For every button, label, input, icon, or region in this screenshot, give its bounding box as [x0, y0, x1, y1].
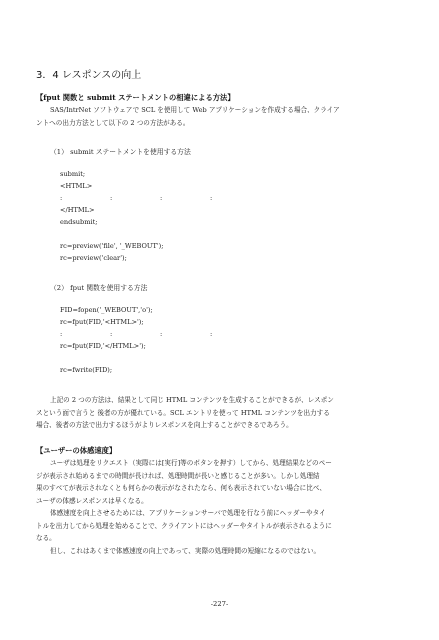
- ellipsis-colon: :: [160, 330, 163, 338]
- perceived-speed-title: 【ユーザーの体感速度】: [36, 446, 117, 455]
- code-line: [60, 352, 260, 364]
- code-line: </HTML>: [60, 206, 95, 214]
- ellipsis-colon: :: [160, 194, 163, 202]
- method1-label: （1） submit ステートメントを使用する方法: [50, 148, 191, 156]
- code-line: rc=preview('file', '_WEBOUT');: [60, 242, 164, 250]
- perceived-speed-paragraph: [36, 457, 398, 557]
- paragraph-line: 但し、これはあくまで体感速度の向上であって、実際の処理時間の短縮になるのではない。: [50, 546, 321, 555]
- intro-line: SAS/IntrNet ソフトウェアで SCL を使用して Web アプリケーションを作成する場合、クライア: [50, 106, 340, 114]
- paragraph-line: ユーザは処理をリクエスト（実際には[実行]等のボタンを押す）してから、処理結果などのペー: [50, 459, 332, 467]
- method2-code-block: [60, 304, 260, 376]
- intro-paragraph: [36, 104, 398, 129]
- paragraph-line: トルを出力してから処理を始めることで、クライアントにはヘッダーやタイトルが表示されるように: [36, 521, 332, 530]
- method2-label: （2） fput 関数を使用する方法: [50, 284, 148, 292]
- paragraph-line: 果のすべてが表示されなくとも何らかの表示がなされたなら、何も表示されていない場合に比べ、: [36, 484, 326, 492]
- summary-line: 場合、後者の方法で出力するほうがよりレスポンスを向上することができるであろう。: [36, 421, 293, 429]
- code-line: FID=fopen('_WEBOUT','o');: [60, 306, 153, 314]
- ellipsis-colon: :: [210, 194, 213, 202]
- paragraph-line: なる。: [36, 534, 56, 542]
- code-line: endsubmit;: [60, 218, 98, 226]
- code-line: <HTML>: [60, 182, 93, 190]
- ellipsis-row: [60, 192, 260, 204]
- ellipsis-colon: :: [110, 330, 113, 338]
- code-line: rc=preview('clear');: [60, 254, 127, 262]
- code-line: rc=fput(FID,'<HTML>');: [60, 318, 144, 326]
- summary-line: スという面で言うと 後者の方が優れている。SCL エントリを使って HTML コンテンツを出力する: [36, 408, 330, 417]
- ellipsis-row: [60, 328, 260, 340]
- ellipsis-colon: :: [60, 194, 63, 202]
- summary-line: 上記の 2 つの方法は、結果として同じ HTML コンテンツを生成することができるが、レスポン: [50, 396, 334, 404]
- section-heading: 3．4 レスポンスの向上: [36, 70, 142, 81]
- ellipsis-colon: :: [60, 330, 63, 338]
- code-line: submit;: [60, 170, 86, 178]
- ellipsis-colon: :: [210, 330, 213, 338]
- code-line: rc=fwrite(FID);: [60, 366, 113, 374]
- paragraph-line: 体感速度を向上させるためには、アプリケーションサーバで処理を行なう前にヘッダーやタイ: [50, 509, 326, 517]
- summary-paragraph: [36, 394, 398, 432]
- intro-line: ントへの出力方法として以下の 2 つの方法がある。: [36, 118, 190, 127]
- fput-submit-title: 【fput 関数と submit ステートメントの相違による方法】: [36, 93, 235, 102]
- ellipsis-colon: :: [110, 194, 113, 202]
- page-number: -227-: [210, 600, 229, 608]
- method1-code-block: [60, 168, 260, 264]
- paragraph-line: ユーザの体感レスポンスは早くなる。: [36, 496, 148, 505]
- code-line: rc=fput(FID,'</HTML>');: [60, 342, 146, 350]
- code-line: [60, 228, 260, 240]
- paragraph-line: ジが表示され始めるまでの時間が長ければ、処理時間が長いと感じることが多い。しかし処理結: [36, 471, 320, 480]
